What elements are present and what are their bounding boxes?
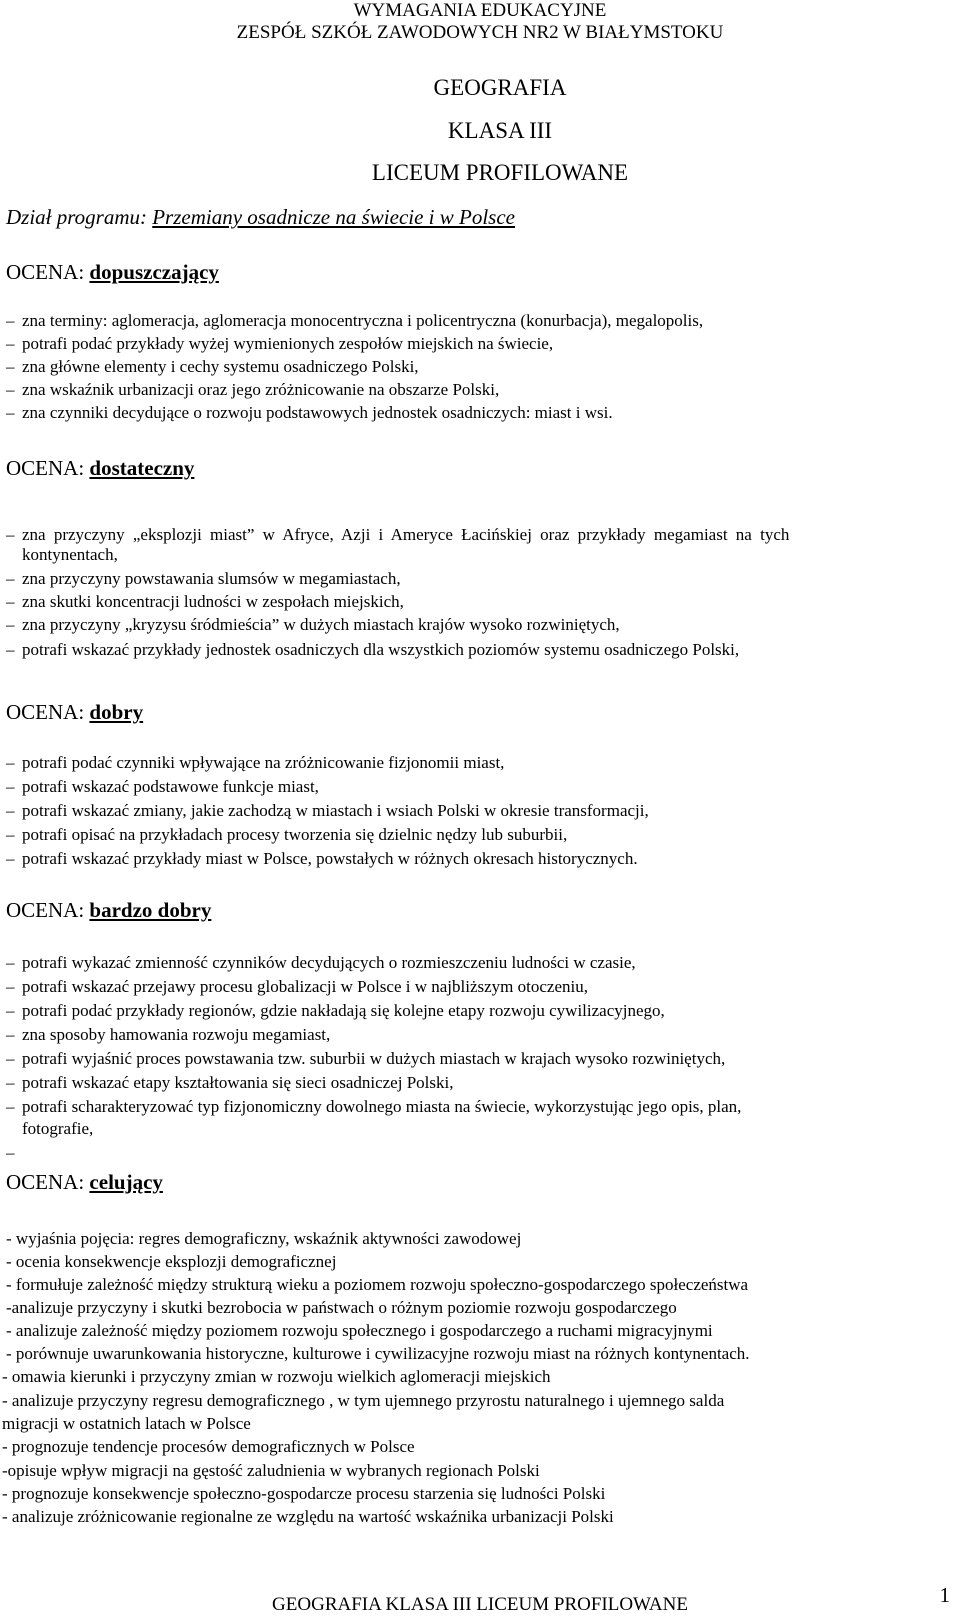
grade-label: OCENA: <box>6 456 90 480</box>
grade-heading-bardzo-dobry <box>6 898 211 922</box>
list-item-text: potrafi opisać na przykładach procesy tworzenia się dzielnic nędzy lub suburbii, <box>22 825 568 844</box>
title-class: KLASA III <box>447 118 553 143</box>
grade-label: OCENA: <box>6 700 90 724</box>
page-footer: GEOGRAFIA KLASA III LICEUM PROFILOWANE <box>272 1594 688 1615</box>
list-item-text: zna sposoby hamowania rozwoju megamiast, <box>22 1025 331 1044</box>
list-item-text: potrafi wskazać etapy kształtowania się sieci osadniczej Polski, <box>22 1073 454 1092</box>
list-item <box>6 568 401 589</box>
list-item <box>6 333 553 354</box>
list-item-text: zna wskaźnik urbanizacji oraz jego zróżnicowanie na obszarze Polski, <box>22 380 500 399</box>
list-item <box>6 639 739 660</box>
dash-bullet: – <box>6 953 15 972</box>
dash-bullet: – <box>6 753 15 772</box>
dash-bullet: – <box>6 569 15 588</box>
list-item-text: zna przyczyny „eksplozji miast” w Afryce, Azji i Ameryce Łacińskiej oraz przykłady megamiast na tych <box>22 525 790 544</box>
list-item-text: potrafi wykazać zmienność czynników decydujących o rozmieszczeniu ludności w czasie, <box>22 953 636 972</box>
list-item <box>6 1000 665 1021</box>
list-item: - analizuje zróżnicowanie regionalne ze względu na wartość wskaźnika urbanizacji Polski <box>2 1507 614 1526</box>
list-item: - analizuje przyczyny regresu demograficznego , w tym ujemnego przyrostu naturalnego i ujemnego salda <box>2 1391 725 1410</box>
title-school: LICEUM PROFILOWANE <box>371 160 629 185</box>
grade-heading-dobry <box>6 700 143 724</box>
list-item: - analizuje zależność między poziomem rozwoju społecznego i gospodarczego a ruchami migracyjnymi <box>6 1321 713 1340</box>
list-item <box>6 952 636 973</box>
list-item <box>6 776 319 797</box>
list-item-text: potrafi wyjaśnić proces powstawania tzw. suburbii w dużych miastach w krajach wysoko rozwiniętych, <box>22 1049 726 1068</box>
grade-heading-celujacy <box>6 1170 163 1194</box>
dash-bullet: – <box>6 311 15 330</box>
list-item-text: potrafi wskazać zmiany, jakie zachodzą w miastach i wsiach Polski w okresie transformacji, <box>22 801 649 820</box>
grade-label: OCENA: <box>6 898 90 922</box>
list-item <box>6 524 789 545</box>
list-item <box>6 800 649 821</box>
dash-bullet: – <box>6 1001 15 1020</box>
program-section <box>6 205 515 230</box>
list-item <box>6 752 504 773</box>
program-section-value: Przemiany osadnicze na świecie i w Polsce <box>152 205 515 229</box>
list-item <box>6 614 620 635</box>
dash-bullet: – <box>6 1097 15 1116</box>
dash-bullet: – <box>6 615 15 634</box>
grade-label: OCENA: <box>6 260 90 284</box>
dash-bullet: – <box>6 334 15 353</box>
grade-name: bardzo dobry <box>89 898 212 922</box>
list-item-continuation <box>22 544 118 565</box>
list-item-text: zna główne elementy i cechy systemu osadniczego Polski, <box>22 357 419 376</box>
grade-heading-dostateczny <box>6 456 194 480</box>
dash-bullet: – <box>6 1025 15 1044</box>
list-item-text: zna skutki koncentracji ludności w zespołach miejskich, <box>22 592 404 611</box>
list-item-text: potrafi scharakteryzować typ fizjonomiczny dowolnego miasta na świecie, wykorzystując jego opis, plan, <box>22 1097 742 1116</box>
list-item <box>6 379 499 400</box>
list-item: - omawia kierunki i przyczyny zmian w rozwoju wielkich aglomeracji miejskich <box>2 1367 551 1386</box>
header-line-2: ZESPÓŁ SZKÓŁ ZAWODOWYCH NR2 W BIAŁYMSTOKU <box>236 22 724 43</box>
dash-bullet: – <box>6 825 15 844</box>
list-item-text: potrafi wskazać przejawy procesu globalizacji w Polsce i w najbliższym otoczeniu, <box>22 977 588 996</box>
list-item-text: kontynentach, <box>22 545 118 564</box>
list-item: - formułuje zależność między strukturą wieku a poziomem rozwoju społeczno-gospodarczego społeczeństwa <box>6 1275 749 1294</box>
grade-label: OCENA: <box>6 1170 90 1194</box>
list-item-text: potrafi wskazać podstawowe funkcje miast, <box>22 777 319 796</box>
list-item <box>6 824 567 845</box>
list-item-text: potrafi podać czynniki wpływające na zróżnicowanie fizjonomii miast, <box>22 753 505 772</box>
list-item <box>6 402 613 423</box>
dash-bullet: – <box>6 977 15 996</box>
dash-bullet: – <box>6 777 15 796</box>
dash-bullet: – <box>6 357 15 376</box>
grade-name: dobry <box>89 700 144 724</box>
dash-bullet: – <box>6 1143 15 1162</box>
list-item-text: fotografie, <box>22 1119 94 1138</box>
list-item-continuation <box>22 1118 93 1139</box>
dash-bullet: – <box>6 525 15 544</box>
list-item-text: zna czynniki decydujące o rozwoju podstawowych jednostek osadniczych: miast i wsi. <box>22 403 613 422</box>
list-item: - wyjaśnia pojęcia: regres demograficzny, wskaźnik aktywności zawodowej <box>6 1229 522 1248</box>
list-item <box>6 848 638 869</box>
dash-bullet: – <box>6 1073 15 1092</box>
grade-name: dopuszczający <box>89 260 219 284</box>
list-item: - porównuje uwarunkowania historyczne, kulturowe i cywilizacyjne rozwoju miast na różnych kontynentach. <box>6 1344 750 1363</box>
grade-name: celujący <box>89 1170 163 1194</box>
list-item-text: potrafi podać przykłady regionów, gdzie nakładają się kolejne etapy rozwoju cywilizacyjnego, <box>22 1001 665 1020</box>
list-item-text: potrafi wskazać przykłady jednostek osadniczych dla wszystkich poziomów systemu osadniczego Polski, <box>22 640 740 659</box>
list-item-text: potrafi wskazać przykłady miast w Polsce, powstałych w różnych okresach historycznych. <box>22 849 638 868</box>
list-item <box>6 310 703 331</box>
list-item <box>6 591 404 612</box>
list-item-text: zna przyczyny powstawania slumsów w megamiastach, <box>22 569 401 588</box>
list-item <box>6 1048 725 1069</box>
list-item-text: potrafi podać przykłady wyżej wymienionych zespołów miejskich na świecie, <box>22 334 554 353</box>
list-item: -opisuje wpływ migracji na gęstość zaludnienia w wybranych regionach Polski <box>2 1461 540 1480</box>
title-subject: GEOGRAFIA <box>433 75 567 100</box>
list-item <box>6 1072 453 1093</box>
empty-list-item <box>6 1142 22 1163</box>
dash-bullet: – <box>6 640 15 659</box>
grade-heading-dopuszczajacy <box>6 260 219 284</box>
list-item-continuation: migracji w ostatnich latach w Polsce <box>2 1414 251 1433</box>
list-item: -analizuje przyczyny i skutki bezrobocia w państwach o różnym poziomie rozwoju gospodarczego <box>6 1298 677 1317</box>
list-item <box>6 1096 741 1117</box>
page-number: 1 <box>939 1583 950 1607</box>
list-item <box>6 1024 330 1045</box>
list-item-text: zna przyczyny „kryzysu śródmieścia” w dużych miastach krajów wysoko rozwiniętych, <box>22 615 620 634</box>
list-item <box>6 356 419 377</box>
dash-bullet: – <box>6 849 15 868</box>
program-section-label: Dział programu: <box>6 205 153 229</box>
list-item: - ocenia konsekwencje eksplozji demograficznej <box>6 1252 337 1271</box>
dash-bullet: – <box>6 801 15 820</box>
dash-bullet: – <box>6 380 15 399</box>
list-item-text: zna terminy: aglomeracja, aglomeracja monocentryczna i policentryczna (konurbacja), megalopolis, <box>22 311 704 330</box>
header-line-1: WYMAGANIA EDUKACYJNE <box>353 0 607 21</box>
grade-name: dostateczny <box>89 456 195 480</box>
dash-bullet: – <box>6 403 15 422</box>
dash-bullet: – <box>6 1049 15 1068</box>
dash-bullet: – <box>6 592 15 611</box>
list-item: - prognozuje konsekwencje społeczno-gospodarcze procesu starzenia się ludności Polski <box>2 1484 606 1503</box>
list-item: - prognozuje tendencje procesów demograficznych w Polsce <box>2 1437 415 1456</box>
list-item <box>6 976 588 997</box>
